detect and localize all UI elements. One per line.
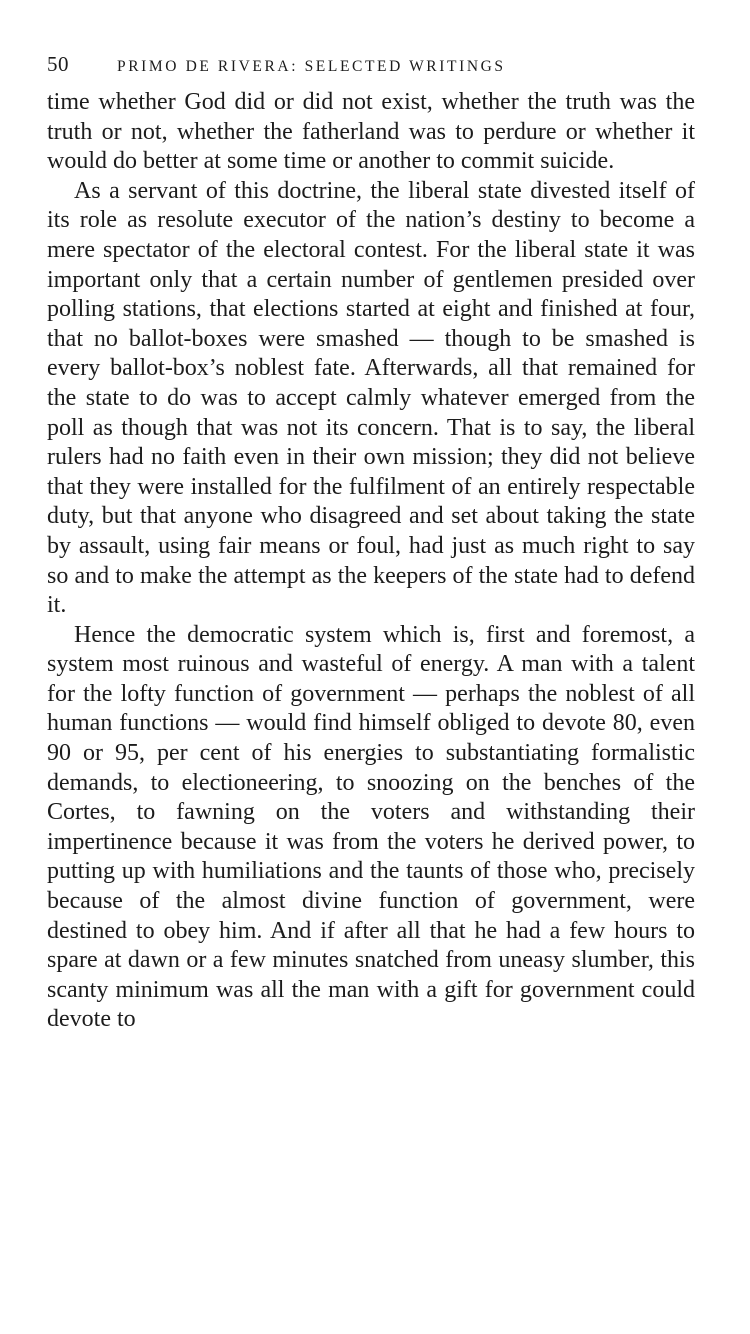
paragraph-continuation: time whether God did or did not exist, whether the truth was the truth or not, whether the fatherland was to perdure or whether it would do better at some time or another to commit suicide. [47, 89, 695, 175]
page-number: 50 [47, 52, 69, 76]
body-text [47, 88, 695, 1035]
book-page [47, 52, 695, 1035]
paragraph-liberal-state: As a servant of this doctrine, the liberal state divested itself of its role as resolute executor of the nation’s destiny to become a mere spectator of the electoral contest. For the liberal state it was important only that a certain number of gentlemen presided over polling stations, that elections started at eight and finished at four, that no ballot-boxes were smashed — though to be smashed is every ballot-box’s noblest fate. Afterwards, all that remained for the state to do was to accept calmly whatever emerged from the poll as though that was not its concern. That is to say, the liberal rulers had no faith even in their own mission; they did not believe that they were installed for the fulfilment of an entirely respectable duty, but that anyone who disagreed and set about taking the state by assault, using fair means or foul, had just as much right to say so and to make the attempt as the keepers of the state had to defend it. [47, 177, 695, 619]
running-head [47, 52, 695, 78]
paragraph-democratic-system: Hence the democratic system which is, first and foremost, a system most ruinous and wasteful of energy. A man with a talent for the lofty function of government — perhaps the noblest of all human functions — would find himself obliged to devote 80, even 90 or 95, per cent of his energies to substantiating formalistic demands, to electioneering, to snoozing on the benches of the Cortes, to fawning on the voters and withstanding their impertinence because it was from the voters he derived power, to putting up with humiliations and the taunts of those who, precisely because of the almost divine function of government, were destined to obey him. And if after all that he had a few hours to spare at dawn or a few minutes snatched from uneasy slumber, this scanty minimum was all the man with a gift for government could devote to [47, 621, 695, 1033]
book-title: PRIMO DE RIVERA: SELECTED WRITINGS [117, 58, 506, 75]
